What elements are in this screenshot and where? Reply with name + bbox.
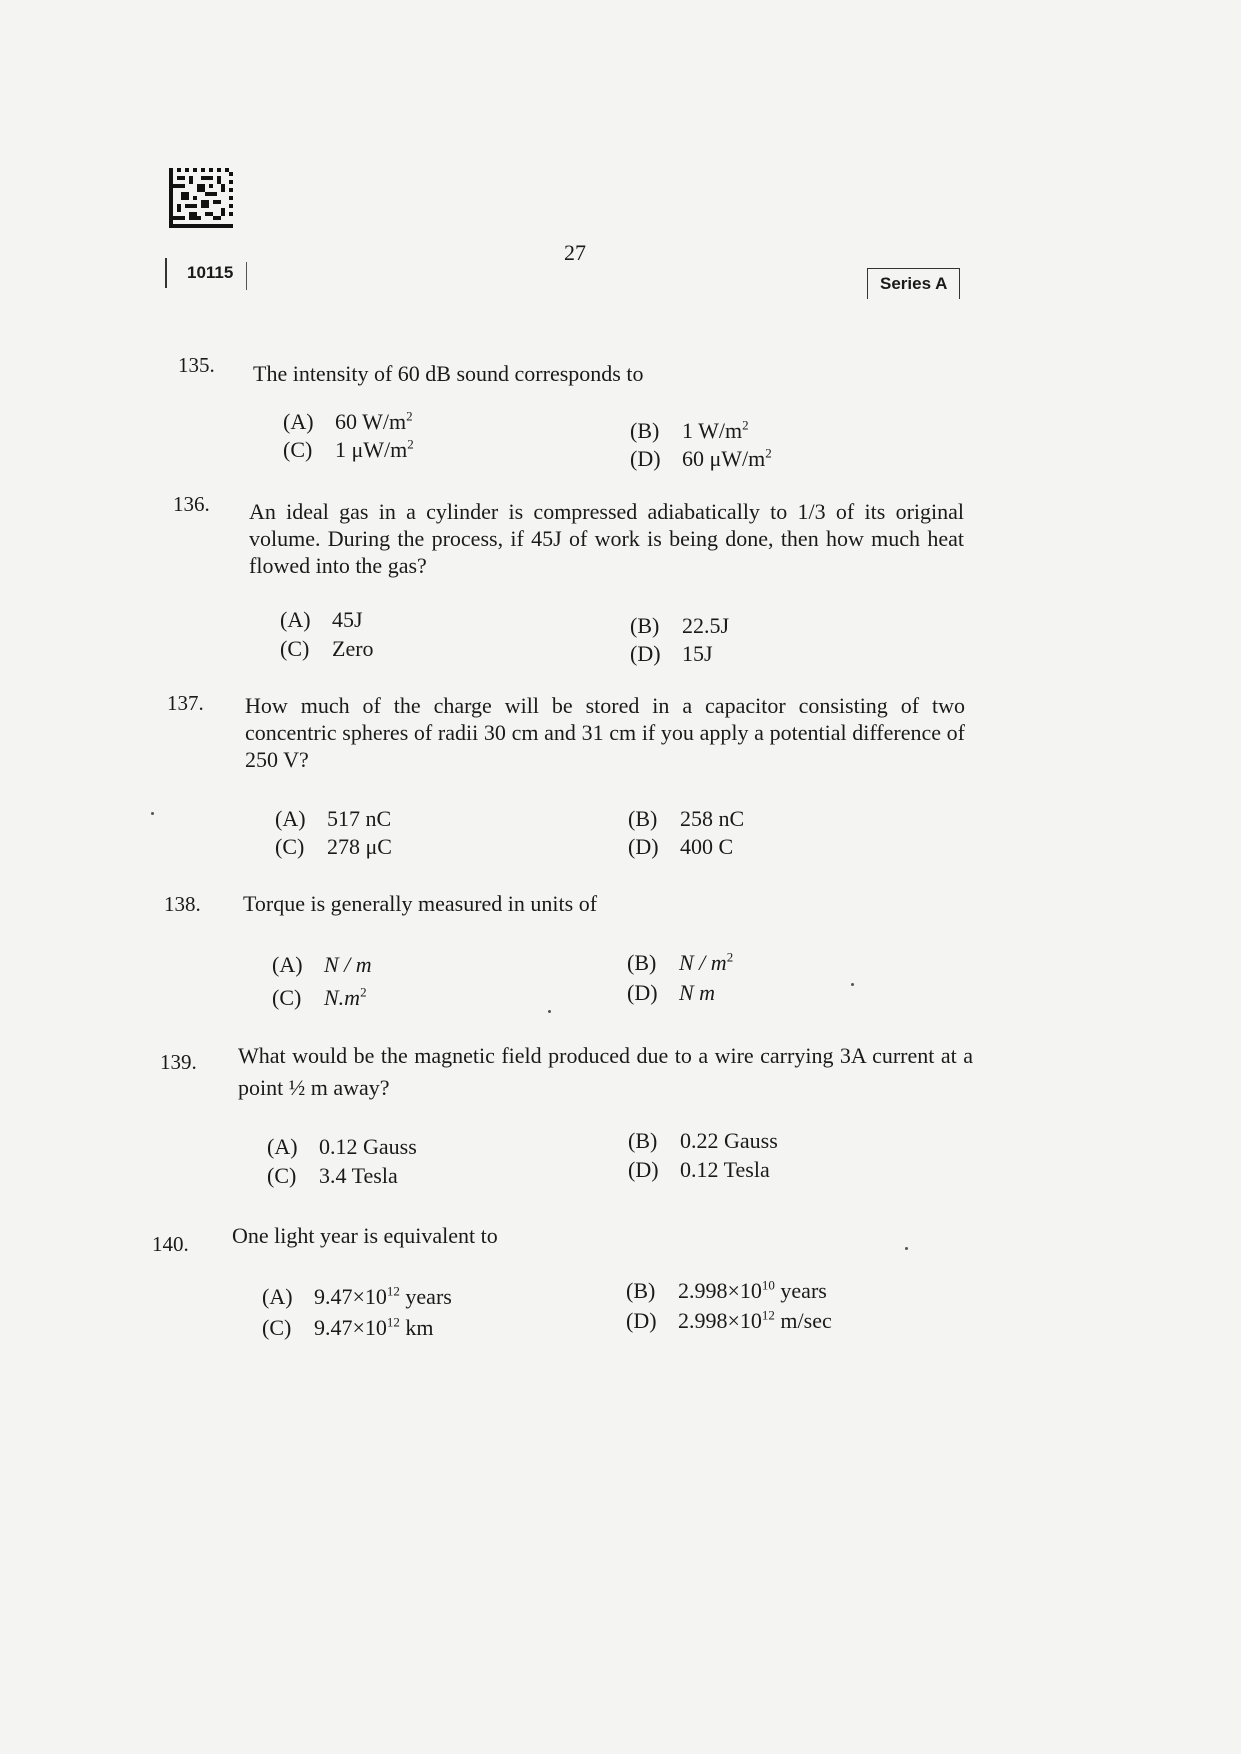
question-number: 138. [164,892,201,916]
option-a [272,952,372,978]
option-unit: years [774,1278,827,1303]
scan-speck [851,983,854,986]
option-unit: km [399,1315,434,1340]
option-exponent: 2 [360,984,367,1000]
option-label: (B) [628,1128,658,1153]
option-label: (D) [628,1157,659,1182]
datamatrix-barcode [169,168,233,228]
option-a [283,409,413,435]
question-text: The intensity of 60 dB sound corresponds to [253,361,644,386]
option-b [630,613,729,639]
option-label: (B) [628,806,658,831]
option-value: 1 W/m [682,418,743,443]
option-value: 3.4 Tesla [319,1163,398,1188]
option-d [627,980,715,1006]
option-c [275,834,392,860]
option-b [626,1278,827,1304]
option-c [283,437,414,463]
option-b [630,418,749,444]
option-value: 1 μW/m [335,437,408,462]
option-unit: m/sec [774,1308,832,1333]
option-b [628,806,744,832]
question-number: 140. [152,1232,189,1256]
option-exponent: 12 [386,1283,400,1299]
option-label: (D) [628,834,659,859]
option-label: (A) [262,1284,293,1309]
scan-speck [151,812,154,815]
option-value: 2.998×10 [678,1308,762,1333]
option-value: N.m [324,985,361,1010]
question-number: 135. [178,353,215,377]
option-exponent: 10 [761,1277,775,1293]
question-text: What would be the magnetic field produced due to a wire carrying 3A current at a point ½ m away? [238,1043,973,1100]
option-value: 278 μC [327,834,392,859]
option-value: N m [679,980,716,1005]
question-number: 137. [167,691,204,715]
option-value: 15J [682,641,713,666]
page-number: 27 [564,240,586,265]
option-value: 9.47×10 [314,1315,387,1340]
option-c [280,636,374,662]
option-label: (C) [272,985,302,1010]
option-d [630,641,713,667]
option-exponent: 2 [742,417,749,433]
option-d [626,1308,832,1334]
option-value: 9.47×10 [314,1284,387,1309]
series-label: Series A [867,268,960,299]
option-label: (B) [627,950,657,975]
option-label: (C) [262,1315,292,1340]
option-c [272,985,367,1011]
scan-speck [905,1247,908,1250]
option-value: N / m [324,952,372,977]
scan-speck [548,1010,551,1013]
option-d [628,834,733,860]
option-b [628,1128,778,1154]
option-exponent: 12 [386,1314,400,1330]
option-a [267,1134,417,1160]
option-unit: years [399,1284,452,1309]
option-label: (B) [630,613,660,638]
option-label: (B) [626,1278,656,1303]
option-value: 0.12 Gauss [319,1134,417,1159]
option-label: (D) [627,980,658,1005]
option-d [630,446,772,472]
question-text: An ideal gas in a cylinder is compressed adiabatically to 1/3 of its original volume. During the process, if 45J of work is being done, then how much heat flowed into the gas? [249,499,964,578]
option-label: (A) [272,952,303,977]
option-value: 45J [332,607,363,632]
option-value: 0.22 Gauss [680,1128,778,1153]
option-label: (C) [267,1163,297,1188]
option-label: (A) [275,806,306,831]
option-label: (D) [626,1308,657,1333]
option-label: (B) [630,418,660,443]
option-b [627,950,733,976]
option-c [267,1163,398,1189]
option-label: (A) [280,607,311,632]
option-value: 400 C [680,834,734,859]
option-c [262,1315,434,1341]
option-exponent: 2 [406,408,413,424]
option-a [262,1284,452,1310]
option-value: 2.998×10 [678,1278,762,1303]
question-number: 136. [173,492,210,516]
option-exponent: 2 [765,445,772,461]
option-label: (C) [283,437,313,462]
option-exponent: 2 [407,436,414,452]
option-exponent: 12 [761,1307,775,1323]
option-value: 517 nC [327,806,392,831]
option-value: 22.5J [682,613,730,638]
option-value: N / m [679,950,727,975]
option-exponent: 2 [726,949,734,965]
option-label: (C) [275,834,305,859]
option-a [280,607,363,633]
option-label: (A) [283,409,314,434]
option-value: 0.12 Tesla [680,1157,770,1182]
paper-code: 10115 [165,258,247,288]
question-text: One light year is equivalent to [232,1223,498,1248]
option-value: 258 nC [680,806,745,831]
option-label: (D) [630,641,661,666]
question-number: 139. [160,1050,197,1074]
option-value: 60 W/m [335,409,407,434]
option-value: Zero [332,636,374,661]
option-a [275,806,391,832]
question-text: How much of the charge will be stored in a capacitor consisting of two concentric spheres of radii 30 cm and 31 cm if you apply a potential difference of 250 V? [245,693,965,772]
option-label: (D) [630,446,661,471]
option-label: (A) [267,1134,298,1159]
option-value: 60 μW/m [682,446,766,471]
option-label: (C) [280,636,310,661]
option-d [628,1157,770,1183]
question-text: Torque is generally measured in units of [243,891,598,916]
